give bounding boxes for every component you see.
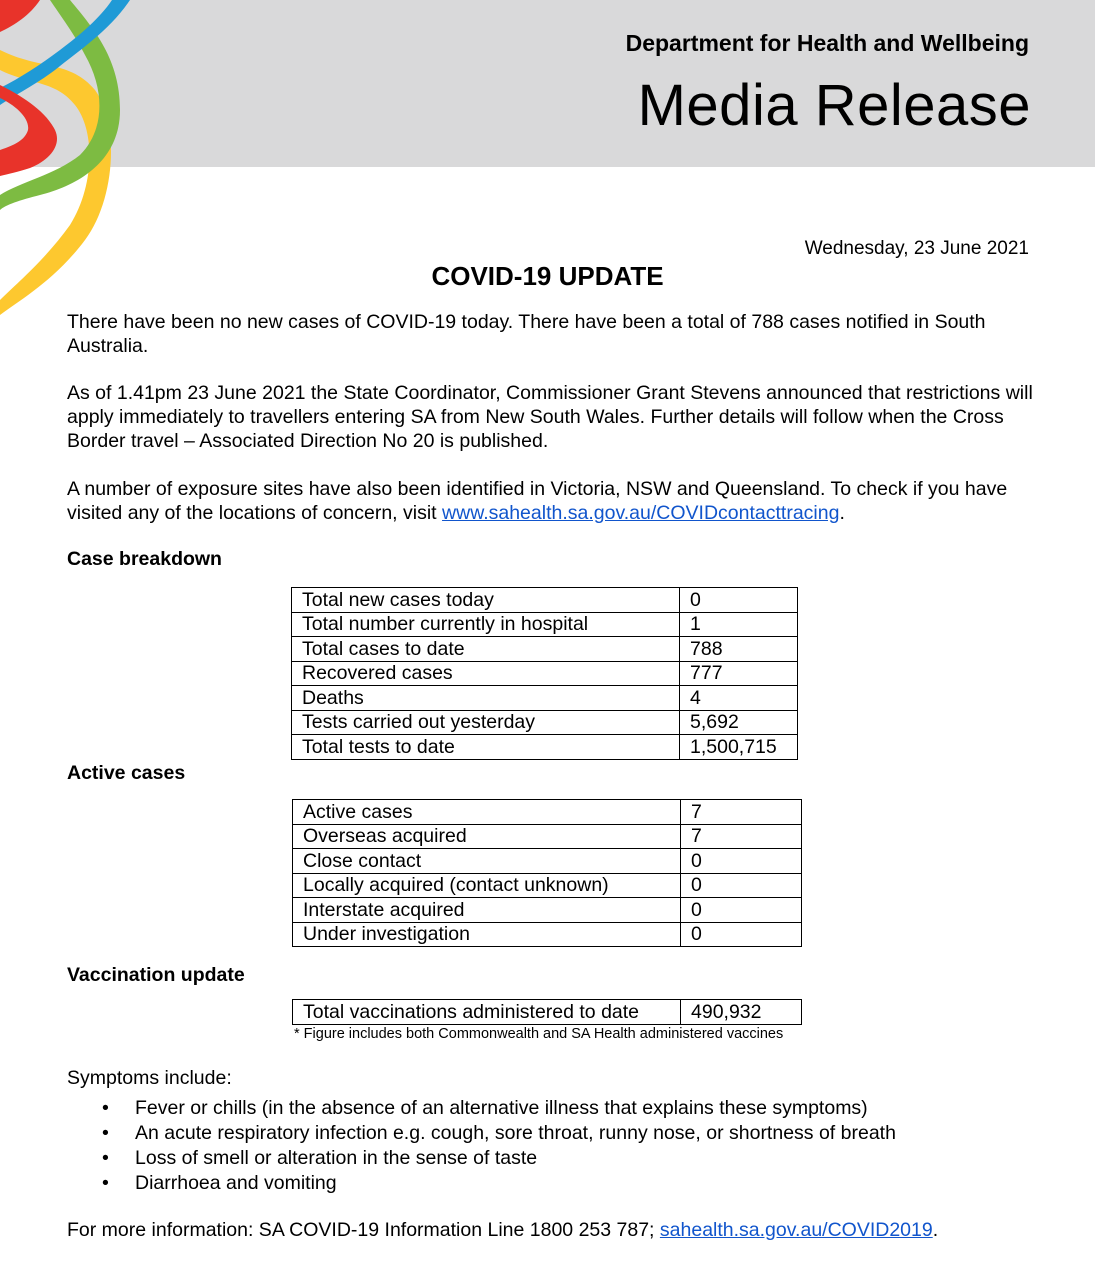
vaccination-footnote: * Figure includes both Commonwealth and SA Health administered vaccines [294, 1026, 784, 1042]
footer-end: . [932, 1219, 939, 1241]
table-row [293, 922, 802, 947]
paragraph-exposure-sites [67, 477, 1037, 525]
table-cell-label: Close contact [293, 849, 681, 874]
table-cell-value: 777 [680, 661, 798, 686]
exposure-text: A number of exposure sites have also been identified in Victoria, NSW and Queensland. To check if you have visited any of the locations of concern, visit [67, 478, 1008, 524]
bullet: • [102, 1097, 109, 1119]
table-cell-label: Locally acquired (contact unknown) [293, 873, 681, 898]
vaccination-heading: Vaccination update [67, 964, 245, 986]
table-cell-value: 0 [681, 898, 802, 923]
contact-tracing-link[interactable]: www.sahealth.sa.gov.au/COVIDcontacttracing [442, 502, 840, 524]
table-cell-value: 0 [681, 922, 802, 947]
list-item [67, 1121, 896, 1146]
symptoms-heading: Symptoms include: [67, 1067, 232, 1089]
table-cell-label: Total vaccinations administered to date [293, 1000, 681, 1025]
table-cell-value: 1 [680, 612, 798, 637]
table-cell-value: 0 [681, 849, 802, 874]
table-cell-label: Total number currently in hospital [292, 612, 680, 637]
bullet: • [102, 1122, 109, 1144]
table-row [292, 686, 798, 711]
ribbon-red [0, 85, 57, 176]
table-cell-label: Under investigation [293, 922, 681, 947]
covid-info-link[interactable]: sahealth.sa.gov.au/COVID2019 [659, 1219, 933, 1241]
table-cell-value: 788 [680, 637, 798, 662]
table-cell-value: 1,500,715 [680, 735, 798, 760]
case-breakdown-heading: Case breakdown [67, 548, 222, 570]
table-row [292, 661, 798, 686]
active-cases-table [292, 799, 802, 947]
table-cell-value: 7 [681, 800, 802, 825]
table-row [292, 612, 798, 637]
table-cell-value: 0 [680, 588, 798, 613]
document-type-title: Media Release [637, 73, 1031, 138]
table-row [292, 637, 798, 662]
paragraph-total-cases: There have been no new cases of COVID-19 today. There have been a total of 788 cases notified in South Australia. [67, 311, 986, 357]
exposure-end: . [839, 502, 845, 524]
table-cell-value: 5,692 [680, 710, 798, 735]
paragraph-restrictions: As of 1.41pm 23 June 2021 the State Coordinator, Commissioner Grant Stevens announced that restrictions will apply immediately to travellers entering SA from New South Wales. Further details will follow when the Cross Border travel – Associated Direction No 20 is published. [67, 382, 1033, 452]
table-row [293, 873, 802, 898]
table-cell-label: Active cases [293, 800, 681, 825]
table-row [293, 800, 802, 825]
bullet: • [102, 1172, 109, 1194]
footer-info [67, 1219, 938, 1242]
table-cell-value: 4 [680, 686, 798, 711]
table-cell-label: Total tests to date [292, 735, 680, 760]
table-row [292, 710, 798, 735]
ribbon-red-top [0, 0, 40, 32]
list-item [67, 1171, 896, 1196]
table-cell-value: 0 [681, 873, 802, 898]
table-row [293, 824, 802, 849]
table-row [292, 735, 798, 760]
table-cell-label: Deaths [292, 686, 680, 711]
table-row [293, 1000, 802, 1025]
table-cell-label: Total cases to date [292, 637, 680, 662]
table-cell-label: Overseas acquired [293, 824, 681, 849]
symptom-text: Fever or chills (in the absence of an alternative illness that explains these symptoms) [135, 1097, 868, 1119]
table-row [292, 588, 798, 613]
table-cell-label: Tests carried out yesterday [292, 710, 680, 735]
table-cell-label: Recovered cases [292, 661, 680, 686]
symptom-text: An acute respiratory infection e.g. cough, sore throat, runny nose, or shortness of breath [135, 1122, 896, 1144]
table-row [293, 898, 802, 923]
symptom-text: Loss of smell or alteration in the sense of taste [135, 1147, 538, 1169]
table-cell-label: Interstate acquired [293, 898, 681, 923]
department-name: Department for Health and Wellbeing [625, 30, 1029, 56]
release-date: Wednesday, 23 June 2021 [804, 238, 1029, 259]
active-cases-heading: Active cases [67, 762, 186, 784]
symptoms-list [67, 1096, 896, 1196]
table-row [293, 849, 802, 874]
footer-text: For more information: SA COVID-19 Information Line 1800 253 787; [67, 1219, 660, 1241]
list-item [67, 1096, 896, 1121]
bullet: • [102, 1147, 109, 1169]
table-cell-value: 490,932 [681, 1000, 802, 1025]
table-cell-label: Total new cases today [292, 588, 680, 613]
symptom-text: Diarrhoea and vomiting [135, 1172, 337, 1194]
vaccination-table [292, 999, 802, 1025]
table-cell-value: 7 [681, 824, 802, 849]
page-title: COVID-19 UPDATE [431, 261, 664, 291]
list-item [67, 1146, 896, 1171]
case-breakdown-table [291, 587, 798, 760]
